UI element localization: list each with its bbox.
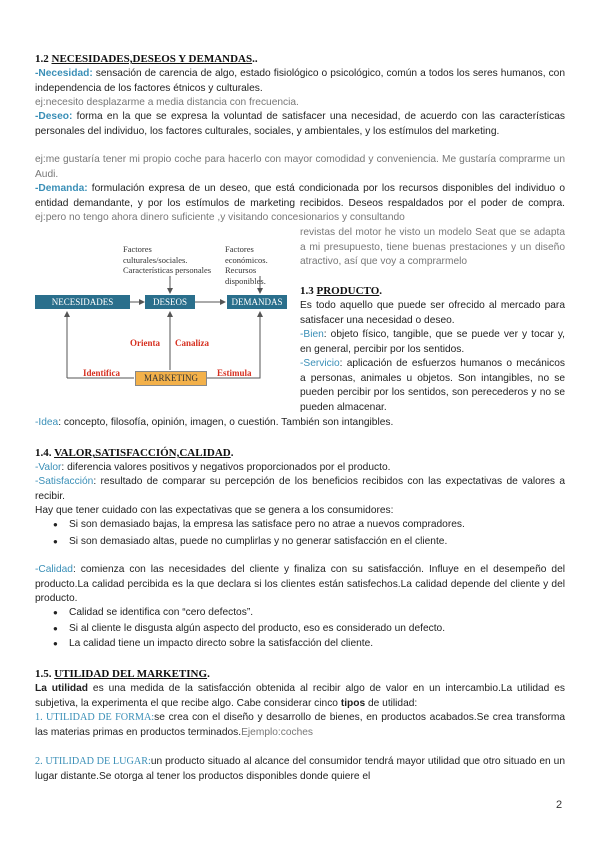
satisfaccion-definition: -Satisfacción: resultado de comparar su percepción de los beneficios recibidos con las expectativas de valores a recibir.: [35, 476, 565, 502]
necesidad-definition: -Necesidad: sensación de carencia de algo, estado fisiológico o psicológico, común a todos los seres humanos, con independencia de los factores étnicos y culturales.: [35, 68, 565, 94]
list-item: ● Calidad se identifica con “cero defectos”.: [35, 606, 565, 621]
diagram-cultural-factors: Factores culturales/sociales. Características personales: [123, 244, 212, 275]
box-deseos: DESEOS: [145, 295, 195, 309]
calidad-list: [35, 606, 565, 652]
valor-definition: -Valor: diferencia valores positivos y negativos proporcionados por el producto.: [35, 462, 391, 473]
section-heading-1-3: 1.3 PRODUCTO.: [300, 285, 382, 297]
deseo-definition: -Deseo: forma en la que se expresa la voluntad de satisfacer una necesidad, de acuerdo con las características personales del individuo, los factores culturales, sociales, y ambientales, y los estímulos del marketing.: [35, 111, 565, 137]
utilidad-lugar: 2. UTILIDAD DE LUGAR:un producto situado al alcance del consumidor tendrá mayor utilidad que otro situado en un lugar distante.Se otorga al tener los productos disponibles donde quiere el: [35, 756, 565, 782]
label-estimula: Estimula: [217, 368, 252, 378]
idea-definition: -Idea: concepto, filosofía, opinión, imagen, o cuestión. También son intangibles.: [35, 417, 394, 428]
list-item: ● Si al cliente le disgusta algún aspecto del producto, eso es considerado un defecto.: [35, 622, 565, 637]
necesidad-example: ej:necesito desplazarme a media distancia con frecuencia.: [35, 97, 299, 108]
bien-definition: -Bien: objeto físico, tangible, que se puede ver y tocar y, en general, percibir por los sentidos.: [300, 329, 565, 355]
page-number: 2: [556, 799, 563, 811]
section-heading-1-2: 1.2 NECESIDADES,DESEOS Y DEMANDAS..: [35, 53, 258, 65]
calidad-definition: -Calidad: comienza con las necesidades del cliente y finaliza con su satisfacción. Influye en el desempeño del producto.La calidad percibida es la que declara si los clientes están satisfechos.La calidad depende del cliente y del producto.: [35, 564, 565, 605]
utilidad-definition: La utilidad es una medida de la satisfacción obtenida al recibir algo de valor en un intercambio.La utilidad es subjetiva, la experimenta el que recibe algo. Cabe considerar cinco tipos de utilidad:: [35, 683, 565, 709]
producto-definition: Es todo aquello que puede ser ofrecido al mercado para satisfacer una necesidad o deseo.: [300, 300, 565, 326]
expectations-list: [35, 518, 565, 549]
deseo-example: ej:me gustaría tener mi propio coche para hacerlo con mayor comodidad y conveniencia. Me gustaría comprarme un Audi.: [35, 154, 565, 180]
box-marketing: MARKETING: [135, 371, 207, 386]
list-item: ● La calidad tiene un impacto directo sobre la satisfacción del cliente.: [35, 637, 565, 652]
demanda-definition: -Demanda: formulación expresa de un deseo, que está condicionada por los recursos disponibles del individuo o entidad demandante, y por los estímulos de marketing recibidos. Deseos respaldados por el poder de compra. ej:pero no tengo ahora dinero suficiente ,y visitando concesionarios y consultando: [35, 183, 565, 224]
label-identifica: Identifica: [83, 368, 120, 378]
servicio-definition: -Servicio: aplicación de esfuerzos humanos o mecánicos a personas, animales u objetos. Son intangibles, no se pueden percibir por los sentidos, son perecederos y no se pueden almacenar.: [300, 358, 565, 413]
expectations-note: Hay que tener cuidado con las expectativas que se genera a los consumidores:: [35, 505, 394, 516]
label-orienta: Orienta: [130, 338, 160, 348]
utilidad-forma: 1. UTILIDAD DE FORMA:se crea con el diseño y desarrollo de bienes, en productos acabados.Se crea transforma las materias primas en productos terminados.Ejemplo:coches: [35, 712, 565, 738]
diagram-economic-factors: Factores económicos. Recursos disponibles.: [225, 244, 268, 286]
list-item: ● Si son demasiado bajas, la empresa las satisface pero no atrae a nuevos compradores.: [35, 518, 565, 533]
section-heading-1-4: 1.4. VALOR,SATISFACCIÓN,CALIDAD.: [35, 447, 234, 459]
list-item: ● Si son demasiado altas, puede no cumplirlas y no generar satisfacción en el cliente.: [35, 535, 565, 550]
box-necesidades: NECESIDADES: [35, 295, 130, 309]
label-canaliza: Canaliza: [175, 338, 210, 348]
needs-desires-demands-diagram: [35, 240, 300, 390]
section-heading-1-5: 1.5. UTILIDAD DEL MARKETING.: [35, 668, 210, 680]
box-demandas: DEMANDAS: [227, 295, 287, 309]
demanda-example-continued: revistas del motor he visto un modelo Seat que se adapta a mi presupuesto, tiene buenas prestaciones y un diseño atractivo, así que voy a comprarmelo: [300, 227, 565, 268]
